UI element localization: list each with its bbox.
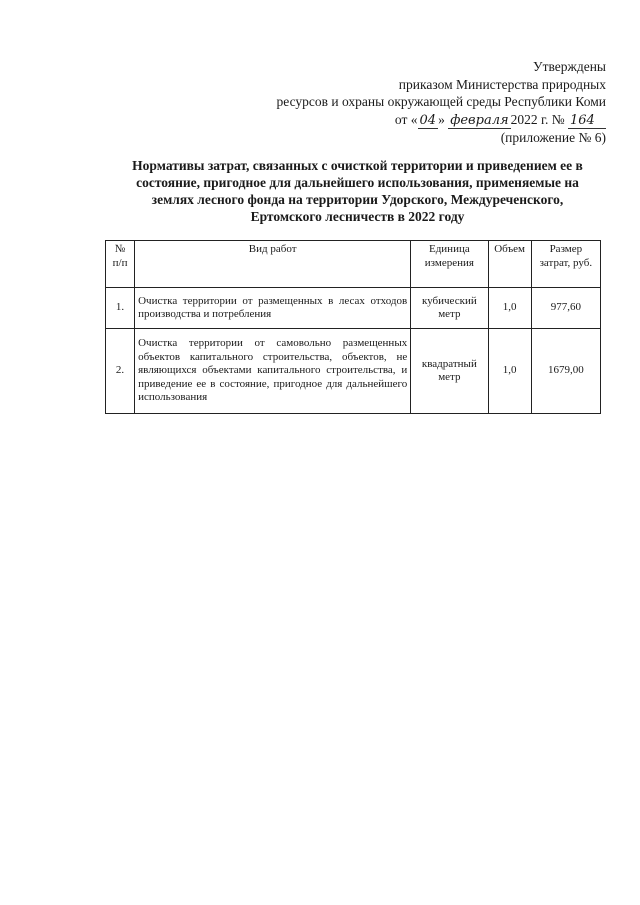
- row-cost: 977,60: [531, 288, 600, 329]
- from-prefix: от «: [394, 111, 418, 127]
- title-line-2: состояние, пригодное для дальнейшего использования, применяемые на: [136, 175, 579, 190]
- title-line-3: землях лесного фонда на территории Удорского, Междуреченского,: [151, 192, 564, 207]
- norms-table: [105, 240, 601, 414]
- appendix-note: (приложение № 6): [500, 129, 606, 145]
- approval-date-line: [277, 111, 606, 129]
- row-unit: кубический метр: [411, 288, 488, 329]
- row-work: Очистка территории от самовольно размещенных объектов капитального строительства, объектов, не являющихся объектами капитального строительства, и приведение ее в состояние, пригодное для дальнейшего использования: [135, 329, 411, 414]
- approval-line-1: Утверждены: [533, 59, 606, 74]
- row-num: 2.: [106, 329, 135, 414]
- table-row: [106, 329, 601, 414]
- header-work: Вид работ: [135, 241, 411, 288]
- approval-block: [277, 58, 606, 146]
- title-line-1: Нормативы затрат, связанных с очисткой территории и приведением ее в: [132, 158, 583, 173]
- handwritten-order-number: 164: [568, 114, 606, 129]
- header-num: № п/п: [106, 241, 135, 288]
- handwritten-month: февраля: [450, 112, 509, 128]
- year-text: 2022 г. №: [510, 111, 565, 127]
- quote-close: »: [438, 111, 445, 127]
- row-num: 1.: [106, 288, 135, 329]
- row-unit: квадратный метр: [411, 329, 488, 414]
- row-volume: 1,0: [488, 288, 531, 329]
- header-volume: Объем: [488, 241, 531, 288]
- row-cost: 1679,00: [531, 329, 600, 414]
- handwritten-day: 04: [419, 112, 437, 128]
- row-volume: 1,0: [488, 329, 531, 414]
- table-header-row: [106, 241, 601, 288]
- header-unit: Единица измерения: [411, 241, 488, 288]
- title-line-4: Ертомского лесничеств в 2022 году: [250, 209, 465, 224]
- approval-line-2: приказом Министерства природных: [398, 76, 606, 92]
- table-row: [106, 288, 601, 329]
- approval-line-3: ресурсов и охраны окружающей среды Республики Коми: [276, 94, 606, 109]
- header-cost: Размер затрат, руб.: [531, 241, 600, 288]
- row-work: Очистка территории от размещенных в лесах отходов производства и потребления: [135, 288, 411, 329]
- document-title: [100, 157, 615, 225]
